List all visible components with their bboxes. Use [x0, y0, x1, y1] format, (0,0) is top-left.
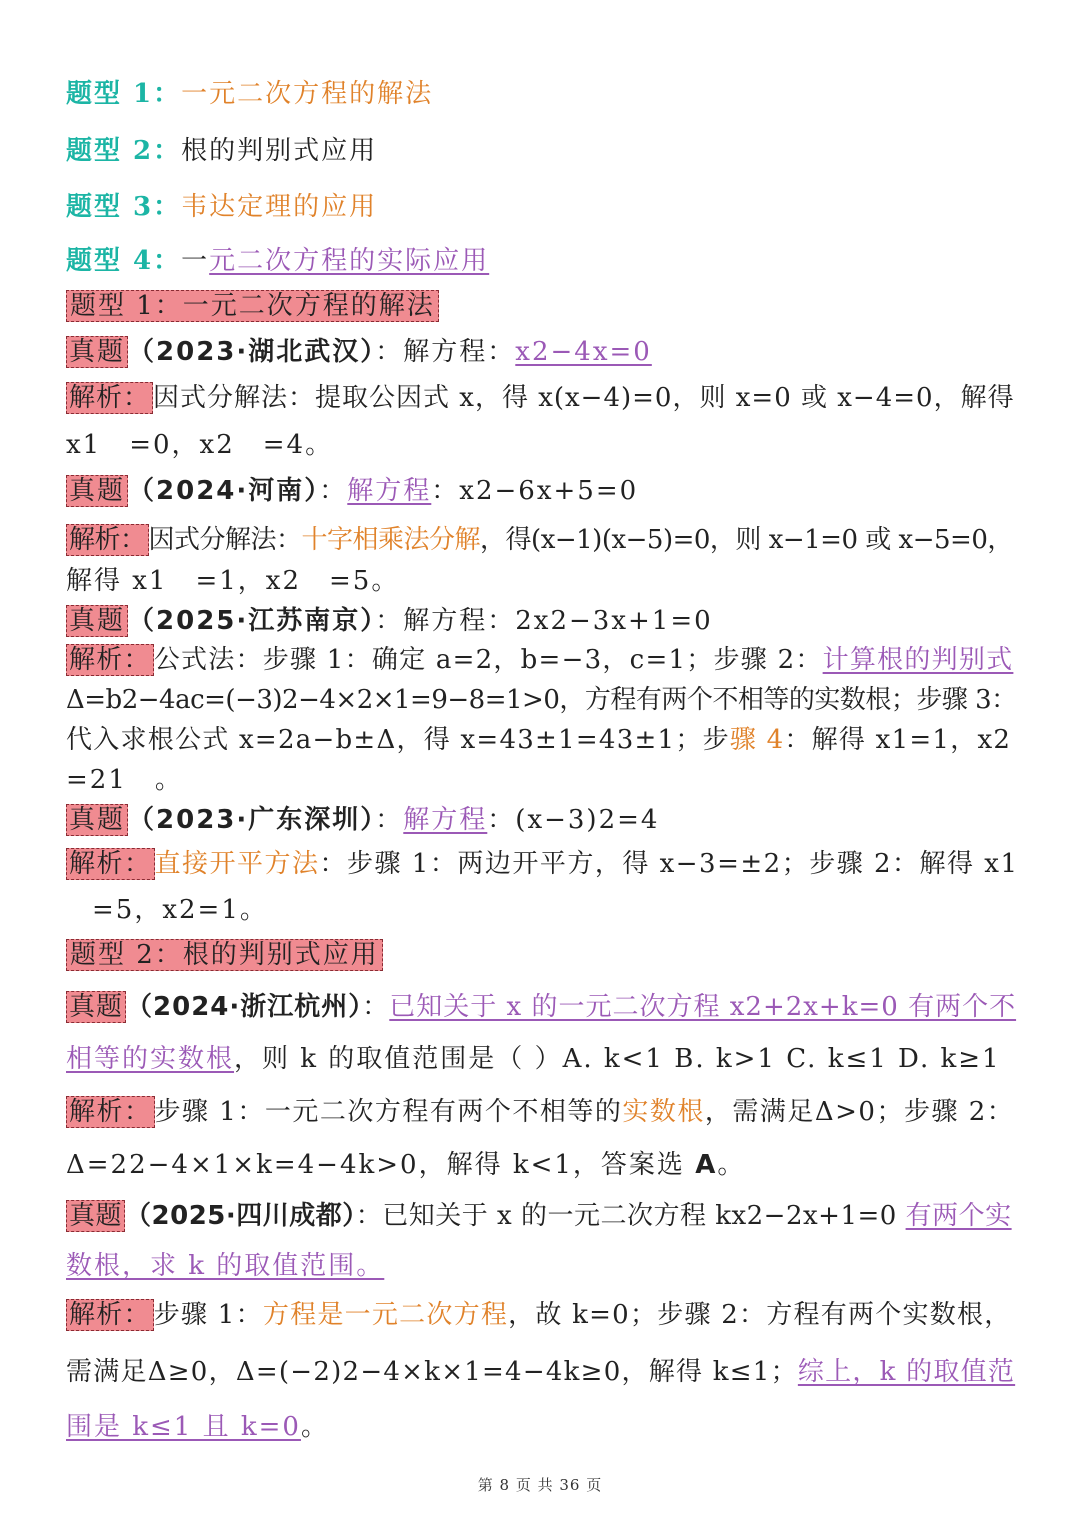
- problem-2: [66, 474, 638, 508]
- problem-equation: ：(x−3)2=4: [487, 805, 660, 835]
- analysis-text: 。: [717, 1150, 746, 1180]
- toc-title-link[interactable]: 元二次方程的实际应用: [209, 246, 490, 276]
- solve-equation-link[interactable]: 解方程: [403, 805, 488, 835]
- analysis-4-line-2: [92, 893, 268, 927]
- analysis-1-line-1: [66, 381, 1015, 415]
- analysis-text: Δ=22−4×1×k=4−4k>0，解得 k<1，答案选: [66, 1150, 696, 1180]
- analysis-text: 因式分解法：提取公因式 x，得 x(x−4)=0，则 x=0 或 x−4=0，解得: [153, 383, 1015, 413]
- analysis-4-line-1: [66, 847, 1018, 881]
- problem-prefix: ：解方程：: [375, 337, 516, 367]
- problem-prefix: ：解方程：2x2−3x+1=0: [375, 606, 713, 636]
- analysis-highlight: 骤 4: [729, 725, 785, 755]
- problem-source: （2025·江苏南京）: [128, 606, 376, 636]
- toc-title: 根的判别式应用: [181, 136, 378, 166]
- problem-3: [66, 604, 713, 638]
- problem-5-line-1: [66, 990, 1016, 1024]
- analysis-6-line-3: [66, 1410, 329, 1444]
- analysis-3-line-3: [66, 723, 1011, 757]
- section-title: 题型 1：一元二次方程的解法: [66, 290, 439, 322]
- problem-prefix: ：: [362, 992, 390, 1022]
- question-link[interactable]: 数根，求 k 的取值范围。: [66, 1251, 385, 1281]
- equation-link[interactable]: x2−4x=0: [515, 337, 652, 367]
- section-heading-1: [66, 289, 439, 323]
- question-tag: 真题: [66, 804, 128, 836]
- analysis-text: 需满足Δ≥0，Δ=(−2)2−4×k×1=4−4k≥0，解得 k≤1；: [66, 1357, 798, 1387]
- toc-item-1: [66, 77, 433, 111]
- conclusion-link[interactable]: 综上，k 的取值范: [797, 1357, 1016, 1387]
- problem-equation: ：x2−6x+5=0: [431, 476, 639, 506]
- section-heading-2: [66, 938, 383, 972]
- question-link[interactable]: 相等的实数根: [66, 1044, 235, 1074]
- problem-4: [66, 803, 659, 837]
- question-tag: 真题: [66, 336, 128, 368]
- solve-equation-link[interactable]: 解方程: [347, 476, 432, 506]
- conclusion-link[interactable]: 围是 k≤1 且 k=0: [66, 1412, 301, 1442]
- question-options: ，则 k 的取值范围是（ ）A. k<1 B. k>1 C. k≤1 D. k≥1: [234, 1044, 1001, 1074]
- analysis-6-line-1: [66, 1298, 1012, 1332]
- analysis-3-line-1: [66, 643, 1013, 677]
- analysis-2-line-1: [66, 523, 1013, 557]
- analysis-text: 公式法：步骤 1：确定 a=2，b=−3，c=1；步骤 2：: [153, 645, 823, 675]
- question-link[interactable]: 已知关于 x 的一元二次方程 x2+2x+k=0 有两个不: [389, 992, 1017, 1022]
- toc-item-3: [66, 190, 377, 224]
- problem-prefix: ：: [375, 805, 404, 835]
- analysis-highlight: 直接开平方法: [154, 849, 320, 879]
- analysis-2-line-2: [66, 564, 399, 598]
- analysis-3-line-2: [66, 683, 1017, 717]
- question-tag: 真题: [66, 605, 128, 637]
- analysis-text: 步骤 1：一元二次方程有两个不相等的: [154, 1097, 623, 1127]
- question-tag: 真题: [66, 991, 126, 1023]
- analysis-text: ：解得 x1=1，x2: [784, 725, 1012, 755]
- discriminant-link[interactable]: 计算根的判别式: [822, 645, 1014, 675]
- problem-prefix: ：已知关于 x 的一元二次方程 kx2−2x+1=0: [355, 1201, 906, 1231]
- analysis-5-line-2: [66, 1148, 745, 1182]
- analysis-highlight: 实数根: [622, 1097, 705, 1127]
- problem-5-line-2: [66, 1042, 1001, 1076]
- problem-prefix: ：: [319, 476, 348, 506]
- analysis-text: 解得 x1 =1，x2 =5。: [66, 566, 400, 596]
- problem-source: （2023·广东深圳）: [128, 805, 376, 835]
- problem-6-line-2: [66, 1249, 384, 1283]
- problem-6-line-1: [66, 1199, 1012, 1233]
- analysis-tag: 解析：: [66, 382, 153, 414]
- analysis-text: 。: [300, 1412, 329, 1442]
- toc-item-2: [66, 134, 377, 168]
- question-tag: 真题: [66, 1200, 125, 1232]
- toc-title: 韦达定理的应用: [181, 192, 378, 222]
- toc-title: 一: [181, 246, 210, 276]
- analysis-6-line-2: [66, 1355, 1015, 1389]
- problem-source: （2025·四川成都）: [125, 1201, 356, 1231]
- problem-source: （2024·河南）: [128, 476, 320, 506]
- toc-title: 一元二次方程的解法: [181, 79, 434, 109]
- analysis-text: =21 。: [66, 765, 183, 795]
- toc-label: 题型 3：: [66, 192, 182, 222]
- analysis-tag: 解析：: [66, 1096, 155, 1128]
- analysis-highlight: 方程是一元二次方程: [262, 1300, 509, 1330]
- analysis-text: ，需满足Δ>0；步骤 2：: [704, 1097, 1015, 1127]
- analysis-text: 步骤 1：: [153, 1300, 263, 1330]
- question-tag: 真题: [66, 475, 128, 507]
- analysis-5-line-1: [66, 1095, 1014, 1129]
- page-number: 第 8 页 共 36 页: [477, 1476, 603, 1494]
- analysis-text: =5，x2=1。: [92, 895, 268, 925]
- problem-source: （2023·湖北武汉）: [128, 337, 376, 367]
- analysis-text: Δ=b2−4ac=(−3)2−4×2×1=9−8=1>0，方程有两个不相等的实数根；步骤 3：: [66, 685, 1017, 715]
- analysis-text: ，得(x−1)(x−5)=0，则 x−1=0 或 x−5=0，: [480, 525, 1013, 555]
- analysis-text: 因式分解法：: [148, 525, 302, 555]
- analysis-1-line-2: [66, 428, 333, 462]
- analysis-tag: 解析：: [66, 644, 154, 676]
- analysis-tag: 解析：: [66, 848, 155, 880]
- problem-source: （2024·浙江杭州）: [126, 992, 363, 1022]
- question-link[interactable]: 有两个实: [905, 1201, 1012, 1231]
- toc-label: 题型 1：: [66, 79, 182, 109]
- toc-label: 题型 2：: [66, 136, 182, 166]
- analysis-text: ，故 k=0；步骤 2：方程有两个实数根，: [508, 1300, 1012, 1330]
- toc-item-4: [66, 244, 489, 278]
- analysis-text: x1 =0，x2 =4。: [66, 430, 334, 460]
- answer-letter: A: [695, 1150, 718, 1180]
- analysis-text: ：步骤 1：两边开平方，得 x−3=±2；步骤 2：解得 x1: [319, 849, 1019, 879]
- problem-1: [66, 335, 652, 369]
- analysis-tag: 解析：: [66, 1299, 154, 1331]
- analysis-text: 代入求根公式 x=2a−b±Δ，得 x=43±1=43±1；步: [66, 725, 730, 755]
- analysis-highlight: 十字相乘法分解: [301, 525, 481, 555]
- toc-label: 题型 4：: [66, 246, 182, 276]
- analysis-tag: 解析：: [66, 524, 149, 556]
- section-title: 题型 2：根的判别式应用: [66, 939, 383, 971]
- analysis-3-line-4: [66, 763, 183, 797]
